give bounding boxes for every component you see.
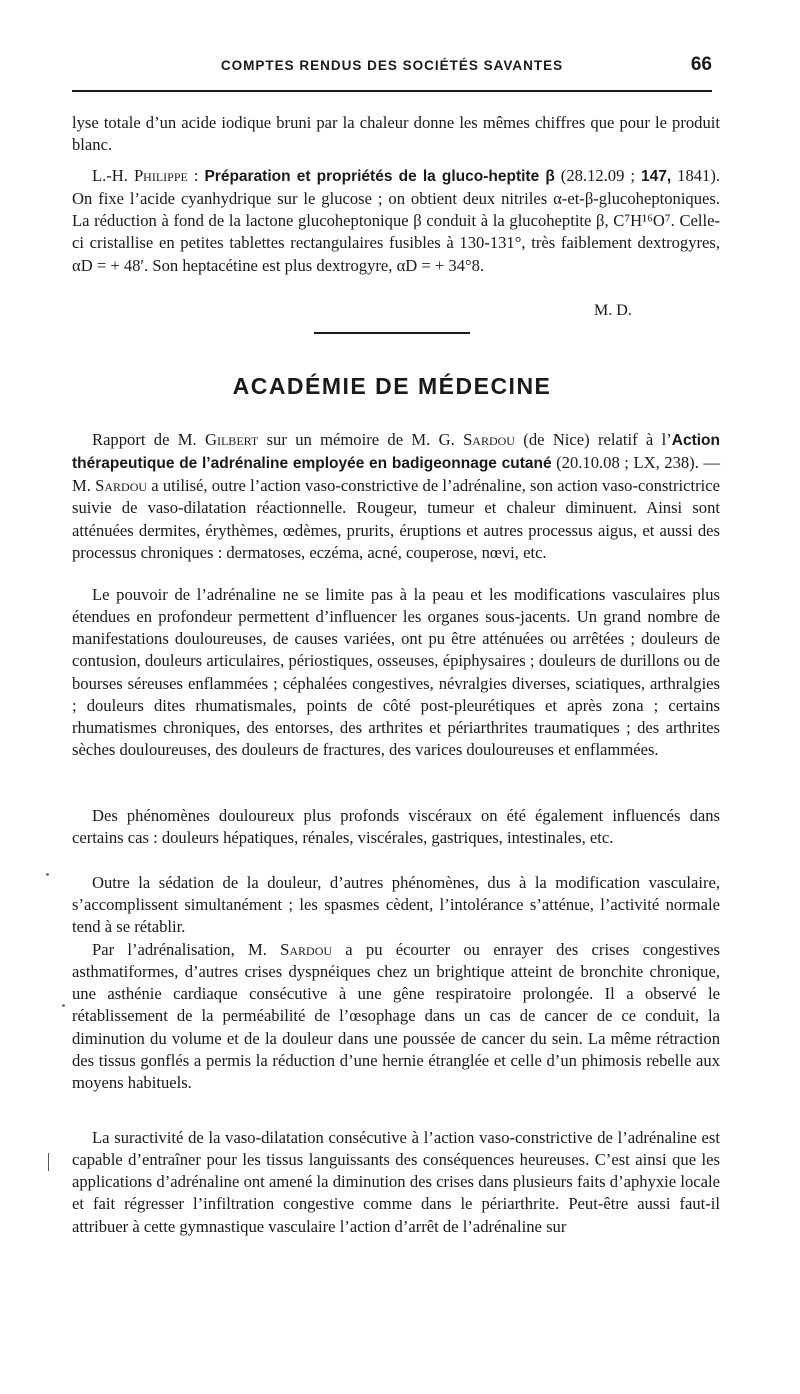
scan-speck (46, 873, 49, 876)
entry-text: 1841). On fixe l’acide cyanhydrique sur le glucose ; on obtient deux nitriles α-et-β-glucoheptoniques. La réduction à fond de la lactone glucoheptonique β conduit à la glucoheptite β, C⁷H¹⁶O⁷. Celle-ci cristallise en petites tablettes rectangulaires fusibles à 130-131°, très faiblement dextrogyres, αD = + 48′. Son heptacétine est plus dextrogyre, αD = + 34°8. (72, 166, 721, 275)
running-head (72, 54, 712, 82)
report-reporter: Gilbert (205, 430, 259, 449)
report-p4-text: Outre la sédation de la douleur, d’autres phénomènes, dus à la modification vasculaire, s’accomplissent simultanément ; les spasmes cèdent, l’intolérance s’atténue, l’activité normale tend à se rétablir. (72, 873, 720, 937)
report-paragraph-4 (72, 872, 720, 938)
report-intro-a: Rapport de M. (92, 430, 205, 449)
entry-title: Préparation et propriétés de la gluco-heptite β (204, 168, 555, 185)
section-title: ACADÉMIE DE MÉDECINE (232, 373, 552, 399)
entry-author-name: Philippe (133, 166, 188, 185)
continuation-text: lyse totale d’un acide iodique bruni par la chaleur donne les mêmes chiffres que pour le produit blanc. (72, 113, 720, 155)
entry-author-initials: L.-H. (92, 166, 128, 185)
report-paragraph-2 (72, 584, 720, 761)
running-title: COMPTES RENDUS DES SOCIÉTÉS SAVANTES (220, 58, 564, 73)
report-p5-b: a pu écourter ou enrayer des crises congestives asthmatiformes, d’autres crises dyspnéiques chez un brightique atteint de bronchite chronique, une asthénie cardiaque consécutive à une gêne respiratoire prolongée. Il a observé le rétablissement de la perméabilité de l’œsophage dans un cas de cancer de ce conduit, la diminution du volume et de la douleur dans une poussée de cancer du sein. La même rétraction des tissus gonflés a permis la réduction d’une hernie étranglée et celle d’un phimosis rebelle aux moyens habituels. (72, 940, 721, 1092)
report-paragraph-6 (72, 1127, 720, 1238)
section-separator (314, 332, 470, 334)
entry-signature: M. D. (594, 302, 632, 319)
continuation-paragraph (72, 112, 720, 156)
entry-date-ref: (28.12.09 ; (554, 166, 641, 185)
report-p5-author: Sardou (280, 940, 333, 959)
report-p5-a: Par l’adrénalisation, M. (92, 940, 281, 959)
report-p2-text: Le pouvoir de l’adrénaline ne se limite pas à la peau et les modifications vasculaires plus étendues en profondeur permettent d’influencer les organes sous-jacents. Un grand nombre de manifestations douloureuses, de causes variées, ont pu être atténuées ou arrêtées ; douleurs de contusion, douleurs articulaires, périostiques, osseuses, épiphysaires ; douleurs de durillons ou de bourses séreuses enflammées ; céphalées congestives, névralgies diverses, sciatiques, arthralgies ; douleurs dites rhumatismales, points de côté post-pleurétiques et après zona ; certains rhumatismes chroniques, des entorses, des arthrites et périarthrites traumatiques ; des arthrites sèches douloureuses, des douleurs de fractures, des varices douloureuses et enflammées. (72, 585, 720, 760)
report-author-2: Sardou (95, 476, 148, 496)
report-p3-text: Des phénomènes douloureux plus profonds viscéraux on été également influencés dans certains cas : douleurs hépatiques, rénales, viscérales, gastriques, intestinales, etc. (72, 806, 720, 848)
report-intro-b: sur un mémoire de M. G. (258, 430, 464, 449)
report-author: Sardou (463, 430, 515, 449)
report-title: Action thérapeutique de l’adrénaline employée en badigeonnage cutané (72, 432, 720, 473)
entry-separator: : (187, 166, 205, 185)
page-number: 66 (690, 54, 712, 75)
report-paragraph-5 (72, 939, 720, 1094)
report-intro-c: (de Nice) relatif à l’ (514, 430, 672, 449)
entry-paragraph (72, 165, 720, 277)
scan-speck (62, 1004, 65, 1007)
report-paragraph-1 (72, 429, 720, 564)
report-p1-rest: a utilisé, outre l’action vaso-constrictive de l’adrénaline, son action vaso-constrictrice suivie de vaso-dilatation réactionnelle. Rougeur, tumeur et chaleur diminuent. Ainsi sont atténuées dermites, érythèmes, œdèmes, prurits, éruptions et autres processus aigus, et aussi des processus chroniques : dermatoses, eczéma, acné, couperose, nœvi, etc. (72, 476, 720, 562)
report-paragraph-3 (72, 805, 720, 849)
report-ref: (20.10.08 ; LX, 238). — M. (72, 453, 720, 496)
entry-volume: 147, (640, 168, 672, 185)
report-p6-text: La suractivité de la vaso-dilatation consécutive à l’action vaso-constrictive de l’adrénaline est capable d’entraîner pour les tissus languissants des conséquences heureuses. C’est ainsi que les applications d’adrénaline ont amené la diminution des crises dans plusieurs faits d’aphyxie locale et fait régresser l’infiltration congestive comme dans le périarthrite. Peut-être aussi faut-il attribuer à cette gymnastique vasculaire l’action d’arrêt de l’adrénaline sur (72, 1128, 720, 1236)
gutter-mark (48, 1153, 49, 1171)
header-rule (72, 90, 712, 92)
